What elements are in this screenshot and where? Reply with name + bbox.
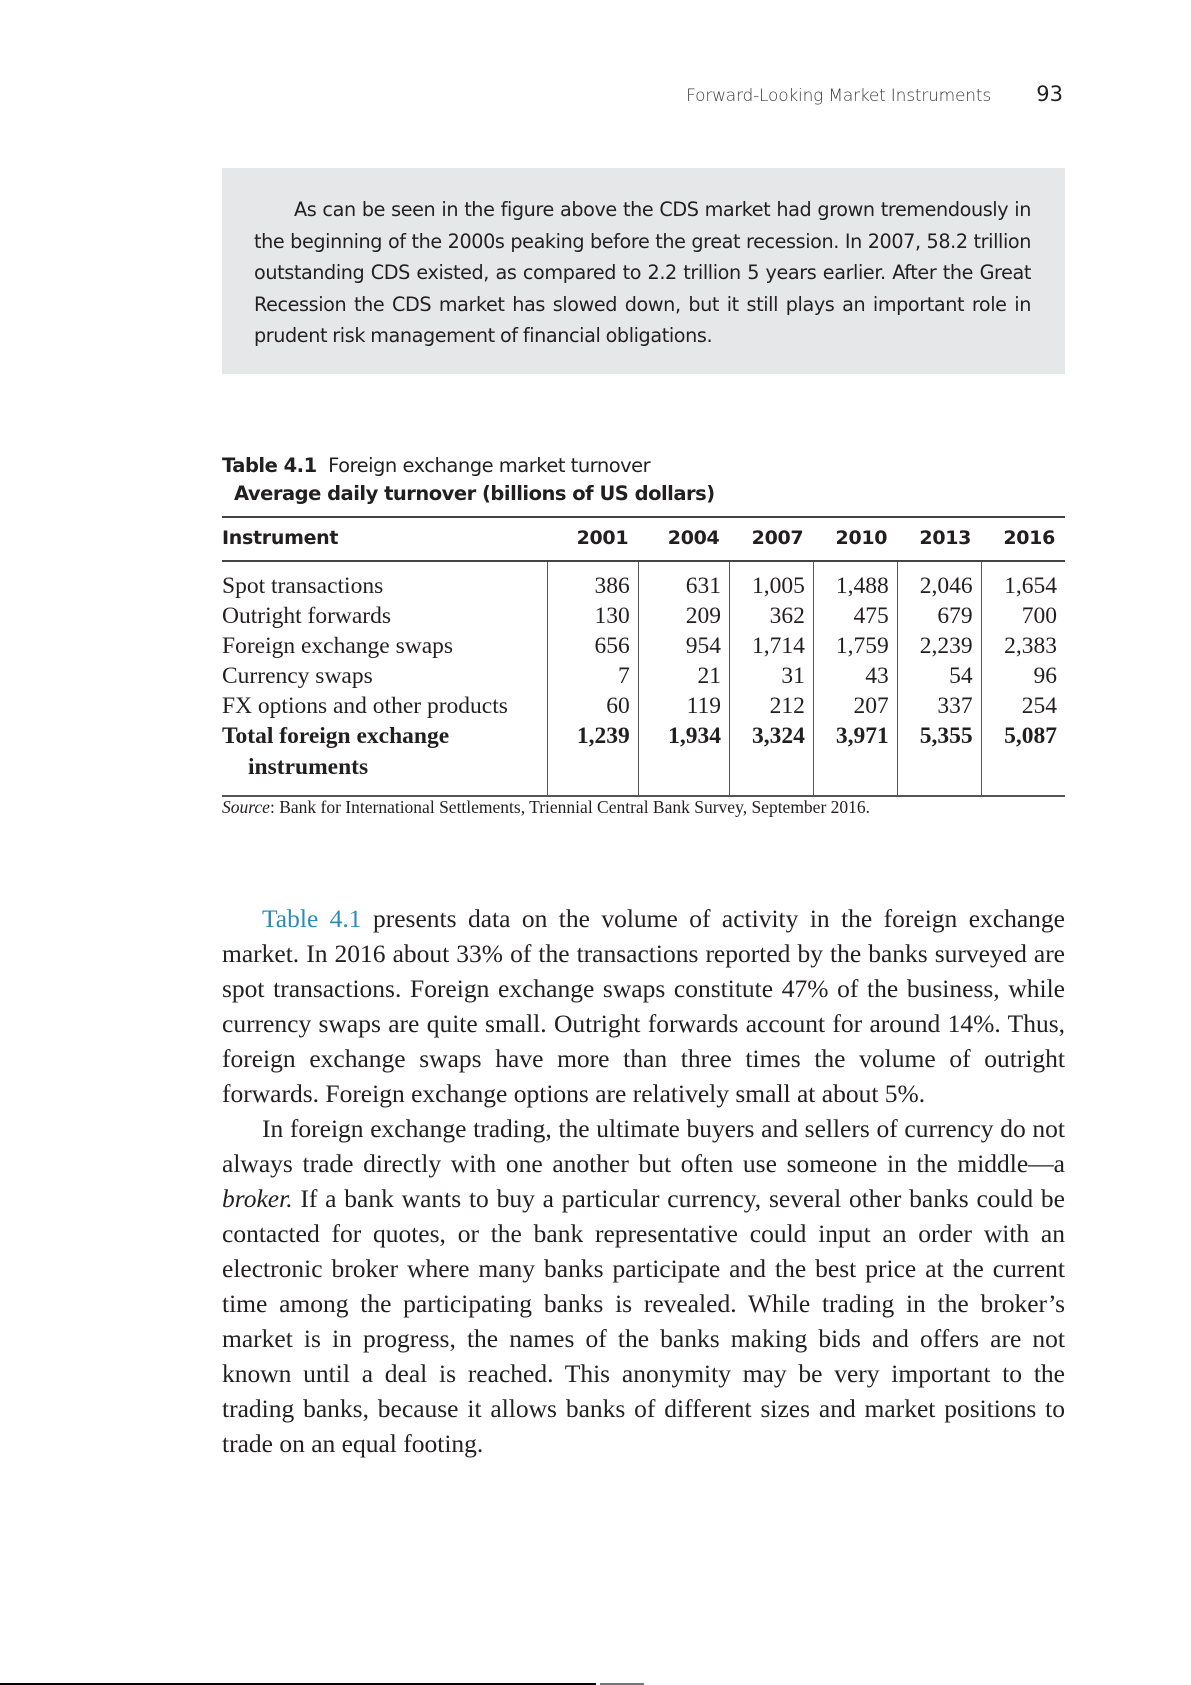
row-label: Currency swaps [222,663,373,689]
source-text: : Bank for International Settlements, Triennial Central Bank Survey, September 2016. [269,797,871,817]
table-cell: 96 [981,661,1065,691]
table-header-row [222,517,1065,561]
table-cell: 209 [638,601,729,631]
paragraph-2 [222,1111,1065,1461]
paragraph-2-text-a: In foreign exchange trading, the ultimate buyers and sellers of currency do not always trade directly with one another but often use someone in the middle—a [222,1114,1065,1178]
table-cell: 2,383 [981,631,1065,661]
paragraph-2-text-b: If a bank wants to buy a particular currency, several other banks could be contacted for quotes, or the bank representative could input an order with an electronic broker where many banks participate and the best price at the current time among the participating banks is revealed. While trading in the broker’s market is in progress, the names of the banks making bids and offers are not known until a deal is reached. This anonymity may be very important to the trading banks, because it allows banks of different sizes and market positions to trade on an equal footing. [222,1184,1065,1458]
table-cell: 2,046 [897,561,981,601]
column-header: 2010 [813,517,897,561]
column-header: Instrument [222,517,547,561]
table-cell: 1,488 [813,561,897,601]
boxed-note [222,168,1065,374]
table-cell: 656 [547,631,638,661]
row-label: FX options and other products [222,693,508,719]
boxed-note-text: As can be seen in the figure above the CDS market had grown tremendously in the beginning of the 2000s peaking before the great recession. In 2007, 58.2 trillion outstanding CDS existed, as compared to 2.2 trillion 5 years earlier. After the Great Recession the CDS market has slowed down, but it still plays an important role in prudent risk management of financial obligations. [254,198,1031,347]
table-cell: 130 [547,601,638,631]
table-cell: 1,005 [729,561,813,601]
paragraph-1 [222,901,1065,1111]
table-cell: 1,759 [813,631,897,661]
total-cell: 5,355 [897,721,981,796]
source-label: Source [222,797,270,817]
table-source-note [222,797,870,818]
total-cell: 5,087 [981,721,1065,796]
table-cell: 386 [547,561,638,601]
table-label: Table 4.1 [222,454,317,477]
column-header: 2001 [547,517,638,561]
table-row [222,631,1065,661]
table-cell: 1,714 [729,631,813,661]
column-header: 2013 [897,517,981,561]
table-cell: 21 [638,661,729,691]
table-cell: 60 [547,691,638,721]
table-caption [222,452,715,508]
table-subtitle: Average daily turnover (billions of US dollars) [234,482,715,505]
table-cell: 631 [638,561,729,601]
table-cell: 7 [547,661,638,691]
total-cell: 1,239 [547,721,638,796]
total-label-line1: Total foreign exchange [222,723,450,749]
paragraph-1-text: presents data on the volume of activity in the foreign exchange market. In 2016 about 33% of the transactions reported by the banks surveyed are spot transactions. Foreign exchange swaps constitute 47% of the business, while currency swaps are quite small. Outright forwards account for around 14%. Thus, foreign exchange swaps have more than three times the volume of outright forwards. Foreign exchange options are relatively small at about 5%. [222,904,1065,1108]
table-row [222,601,1065,631]
total-cell: 3,324 [729,721,813,796]
table-row [222,561,1065,601]
column-header: 2007 [729,517,813,561]
table-cell: 475 [813,601,897,631]
table-cell: 954 [638,631,729,661]
body-text [222,901,1065,1461]
total-label-line2: instruments [248,754,369,780]
table-cell: 43 [813,661,897,691]
table-total-row [222,721,1065,796]
emphasized-term-broker: broker. [222,1184,293,1213]
table-row [222,661,1065,691]
table-cell: 679 [897,601,981,631]
fx-turnover-table [222,516,1065,797]
table-cell: 362 [729,601,813,631]
table-cell: 1,654 [981,561,1065,601]
table-cell: 54 [897,661,981,691]
table-cell: 337 [897,691,981,721]
table-row [222,691,1065,721]
row-label: Spot transactions [222,573,384,599]
running-head [0,82,1191,112]
table-title: Foreign exchange market turnover [328,454,651,477]
table-cell: 254 [981,691,1065,721]
total-cell: 1,934 [638,721,729,796]
table-cross-reference-link[interactable]: Table 4.1 [262,904,362,933]
total-row-label [222,721,547,796]
table-cell: 207 [813,691,897,721]
table-cell: 31 [729,661,813,691]
table-cell: 2,239 [897,631,981,661]
column-header: 2016 [981,517,1065,561]
page-number: 93 [1036,82,1063,106]
row-label: Outright forwards [222,603,392,629]
table-cell: 700 [981,601,1065,631]
total-cell: 3,971 [813,721,897,796]
table-cell: 212 [729,691,813,721]
running-title: Forward-Looking Market Instruments [686,86,991,106]
row-label: Foreign exchange swaps [222,633,454,659]
table-cell: 119 [638,691,729,721]
column-header: 2004 [638,517,729,561]
